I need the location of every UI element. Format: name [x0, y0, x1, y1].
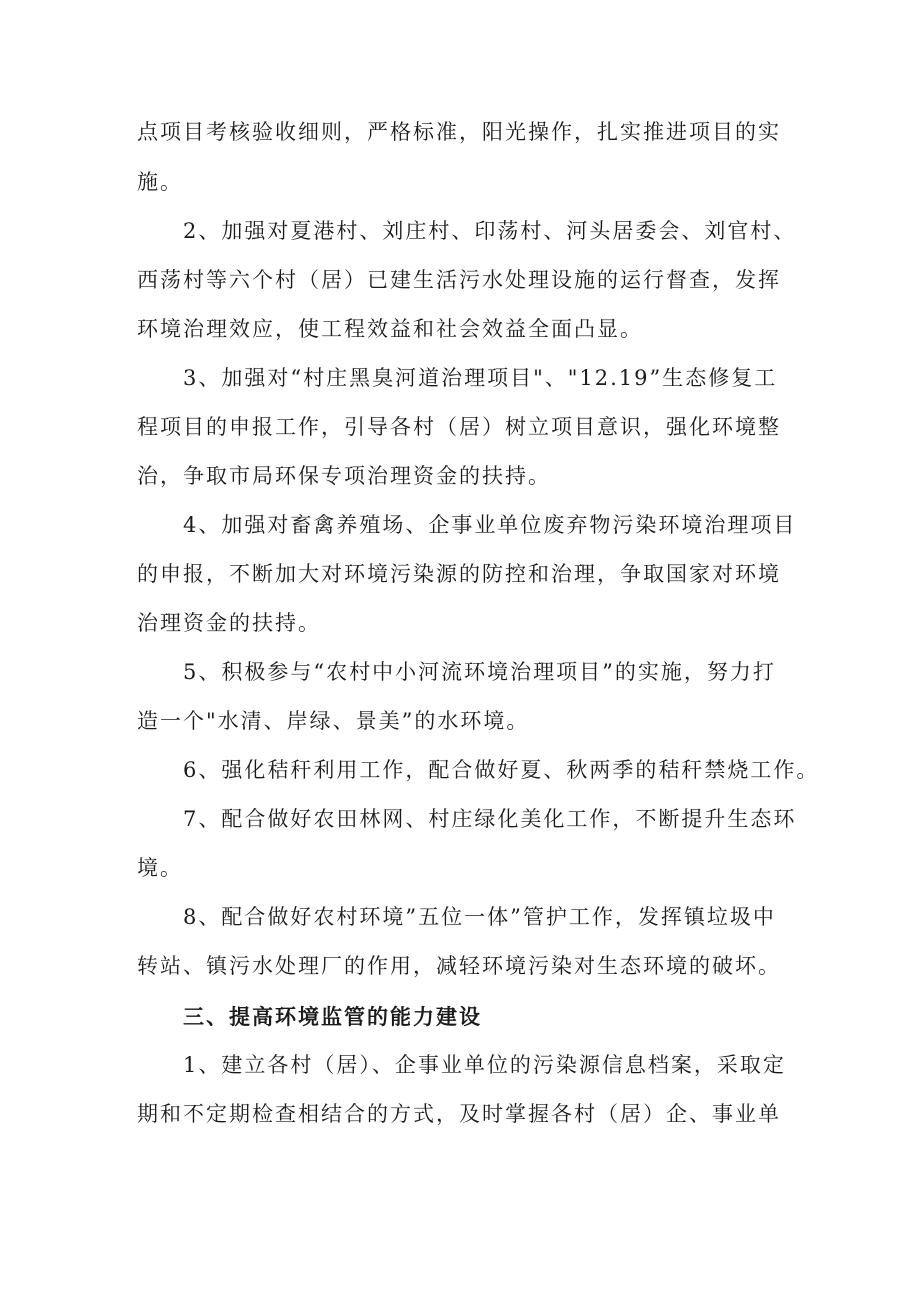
text-line: 环境治理效应，使工程效益和社会效益全面凸显。 — [137, 317, 643, 341]
text-line: 期和不定期检查相结合的方式，及时掌握各村（居）企、事业单 — [137, 1102, 781, 1126]
paragraph-7-line: 7、配合做好农田林网、村庄绿化美化工作，不断提升生态环 — [183, 807, 797, 831]
text-line: 治理资金的扶持。 — [137, 611, 321, 635]
text-line: 转站、镇污水处理厂的作用，减轻环境污染对生态环境的破坏。 — [137, 954, 781, 978]
text-line: 造一个"水清、岸绿、景美”的水环境。 — [137, 709, 530, 733]
text-line: 程项目的申报工作，引导各村（居）树立项目意识，强化环境整 — [137, 415, 781, 439]
paragraph-2-line: 2、加强对夏港村、刘庄村、印荡村、河头居委会、刘官村、 — [183, 219, 797, 243]
section-3-paragraph-1-line: 1、建立各村（居）、企事业单位的污染源信息档案，采取定 — [183, 1053, 786, 1077]
paragraph-8-line: 8、配合做好农村环境”五位一体”管护工作，发挥镇垃圾中 — [183, 905, 776, 929]
paragraph-6-line: 6、强化秸秆利用工作，配合做好夏、秋两季的秸秆禁烧工作。 — [183, 758, 820, 782]
section-heading: 三、提高环境监管的能力建设 — [183, 1004, 482, 1029]
text-line: 治，争取市局环保专项治理资金的扶持。 — [137, 464, 551, 488]
paragraph-5-line: 5、积极参与“农村中小河流环境治理项目”的实施，努力打 — [183, 660, 776, 684]
paragraph-3-line: 3、加强对“村庄黑臭河道治理项目"、"12.19”生态修复工 — [183, 366, 778, 390]
text-line: 点项目考核验收细则，严格标准，阳光操作，扎实推进项目的实 — [137, 120, 781, 144]
text-line: 施。 — [137, 170, 183, 194]
paragraph-4-line: 4、加强对畜禽养殖场、企事业单位废弃物污染环境治理项目 — [183, 513, 797, 537]
text-line: 西荡村等六个村（居）已建生活污水处理设施的运行督查，发挥 — [137, 268, 781, 292]
text-line: 境。 — [137, 856, 183, 880]
text-line: 的申报，不断加大对环境污染源的防控和治理，争取国家对环境 — [137, 562, 781, 586]
